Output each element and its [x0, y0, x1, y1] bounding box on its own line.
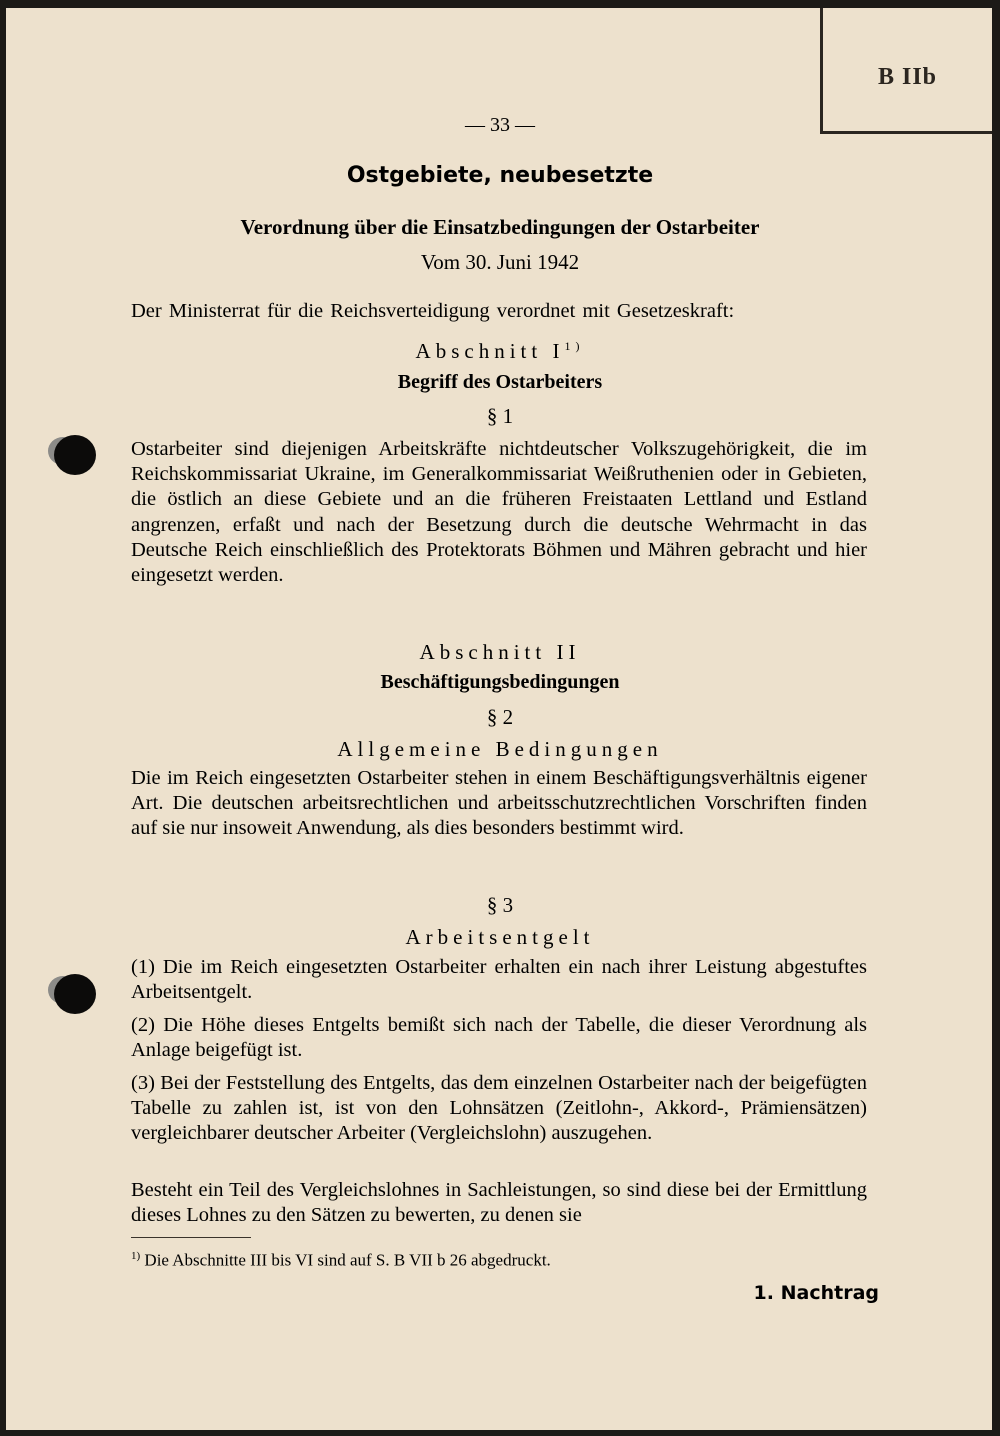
footnote-marker: 1) [131, 1250, 141, 1262]
footnote: $^{1)}$ Die Abschnitte III bis VI sind auf S. B VII b 26 abgedruckt. [131, 1250, 551, 1270]
subparagraph-text: (1) Die im Reich eingesetzten Ostarbeiter erhalten ein nach ihrer Leistung abgestuftes Arbeitsentgelt. [131, 956, 867, 1004]
preamble: Der Ministerrat für die Reichsverteidigung verordnet mit Gesetzeskraft: [131, 300, 735, 322]
paragraph-title: Arbeitsentgelt [405, 925, 595, 949]
paragraph-title: Allgemeine Bedingungen [337, 737, 663, 761]
punch-hole-icon [54, 974, 96, 1014]
subparagraph-text: (2) Die Höhe dieses Entgelts bemißt sich nach der Tabelle, die dieser Verordnung als Anlage beigefügt ist. [131, 1014, 867, 1062]
paragraph-number: § 1 [486, 404, 514, 428]
regulation-date: Vom 30. Juni 1942 [420, 250, 580, 274]
regulation-title: Verordnung über die Einsatzbedingungen der Ostarbeiter [240, 215, 760, 239]
section-label: Abschnitt II [419, 640, 581, 664]
paragraph-number: § 3 [486, 893, 514, 917]
register-label: B IIb [877, 64, 938, 90]
section-heading: Begriff des Ostarbeiters [397, 371, 603, 393]
section-heading: Beschäftigungsbedingungen [380, 671, 620, 693]
footnote-divider [131, 1237, 251, 1238]
paragraph-number: § 2 [486, 705, 514, 729]
paragraph-continuation: Besteht ein Teil des Vergleichslohnes in Sachleistungen, so sind diese bei der Ermittlung dieses Lohnes zu den Sätzen zu bewerten, zu denen sie [131, 1179, 867, 1227]
punch-hole-icon [54, 435, 96, 475]
footnote-marker: 1) [564, 339, 585, 353]
section-label: Abschnitt $I^{1)}$ [415, 339, 585, 363]
page-number: — 33 — [465, 114, 535, 136]
paragraph-text: Die im Reich eingesetzten Ostarbeiter stehen in einem Beschäftigungsverhältnis eigener Art. Die deutschen arbeitsrechtlichen und arbeitsschutzrechtlichen Vorschriften finden auf sie nur insoweit Anwendung, als dies besonders bestimmt wird. [131, 767, 867, 840]
supplement-label: 1. Nachtrag [753, 1282, 879, 1304]
document-title: Ostgebiete, neubesetzte [346, 163, 654, 188]
paragraph-text: Ostarbeiter sind diejenigen Arbeitskräfte nichtdeutscher Volkszugehörigkeit, die im Reichskommissariat Ukraine, im Generalkommissariat Weißruthenien oder in Gebieten, die östlich an diese Gebiete und an die früheren Freistaaten Lettland und Estland angrenzen, erfaßt und nach der Besetzung durch die deutsche Wehrmacht in das Deutsche Reich einschließlich des Protektorats Böhmen und Mähren gebracht und hier eingesetzt werden. [131, 438, 867, 587]
subparagraph-text: (3) Bei der Feststellung des Entgelts, das dem einzelnen Ostarbeiter nach der beigefügten Tabelle zu zahlen ist, ist von den Lohnsätzen (Zeitlohn-, Akkord-, Prämiensätzen) vergleichbarer deutscher Arbeiter (Vergleichslohn) auszugehen. [131, 1072, 867, 1145]
